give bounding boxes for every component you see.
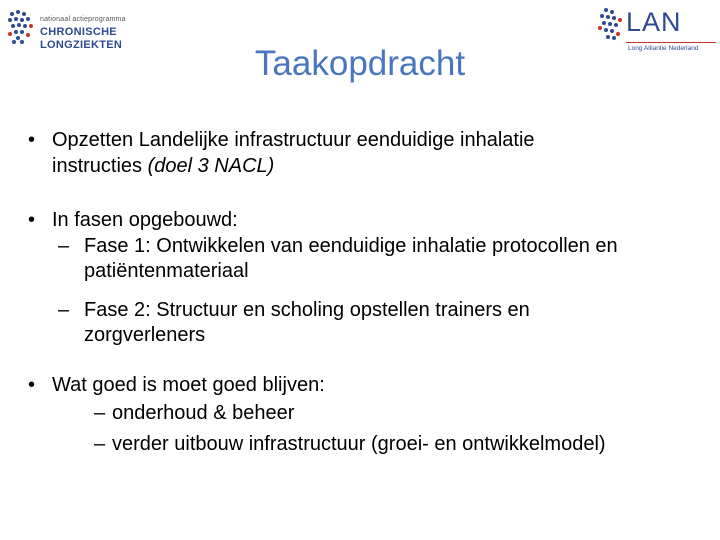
bullet-3-line1: Wat goed is moet goed blijven:	[52, 374, 325, 396]
lan-logo-mark-icon	[594, 6, 628, 48]
sub-bullet-3-1-line1: onderhoud & beheer	[112, 402, 295, 424]
slide-title	[0, 44, 720, 84]
bullet-dot-icon: •	[28, 209, 36, 231]
sub-bullet-2-1-line2: patiëntenmateriaal	[84, 260, 249, 282]
bullet-2-line1: In fasen opgebouwd:	[52, 209, 238, 231]
sub-bullet-2-1-line1: Fase 1: Ontwikkelen van eenduidige inhalatie protocollen en	[84, 235, 618, 257]
nacl-logo-mark-icon	[4, 8, 38, 48]
lan-logo-divider	[626, 42, 716, 43]
bullet-dot-icon: •	[28, 129, 36, 151]
nacl-logo-line2: LONGZIEKTEN	[40, 39, 123, 51]
bullet-1-line2-italic: (doel 3 NACL)	[147, 155, 275, 177]
dash-icon: –	[94, 402, 106, 424]
dash-icon: –	[58, 299, 70, 321]
dash-icon: –	[58, 235, 70, 257]
dash-icon: –	[94, 433, 106, 455]
nacl-logo-line1: CHRONISCHE	[40, 26, 117, 38]
sub-bullet-2-2-line1: Fase 2: Structuur en scholing opstellen trainers en	[84, 299, 530, 321]
lan-logo-subtitle: Long Alliantie Nederland	[628, 45, 699, 52]
bullet-1-line2	[52, 154, 274, 178]
nacl-logo-small-text: nationaal actieprogramma	[40, 16, 126, 23]
lan-logo-name: LAN	[626, 7, 682, 37]
sub-bullet-2-2-line2: zorgverleners	[84, 324, 206, 346]
slide-title-text: Taakopdracht	[254, 44, 466, 83]
sub-bullet-3-2-line1: verder uitbouw infrastructuur (groei- en ontwikkelmodel)	[112, 433, 606, 455]
bullet-1-line1: Opzetten Landelijke infrastructuur eenduidige inhalatie	[52, 129, 535, 151]
bullet-dot-icon: •	[28, 374, 36, 396]
bullet-1-line2-plain: instructies	[52, 155, 148, 177]
